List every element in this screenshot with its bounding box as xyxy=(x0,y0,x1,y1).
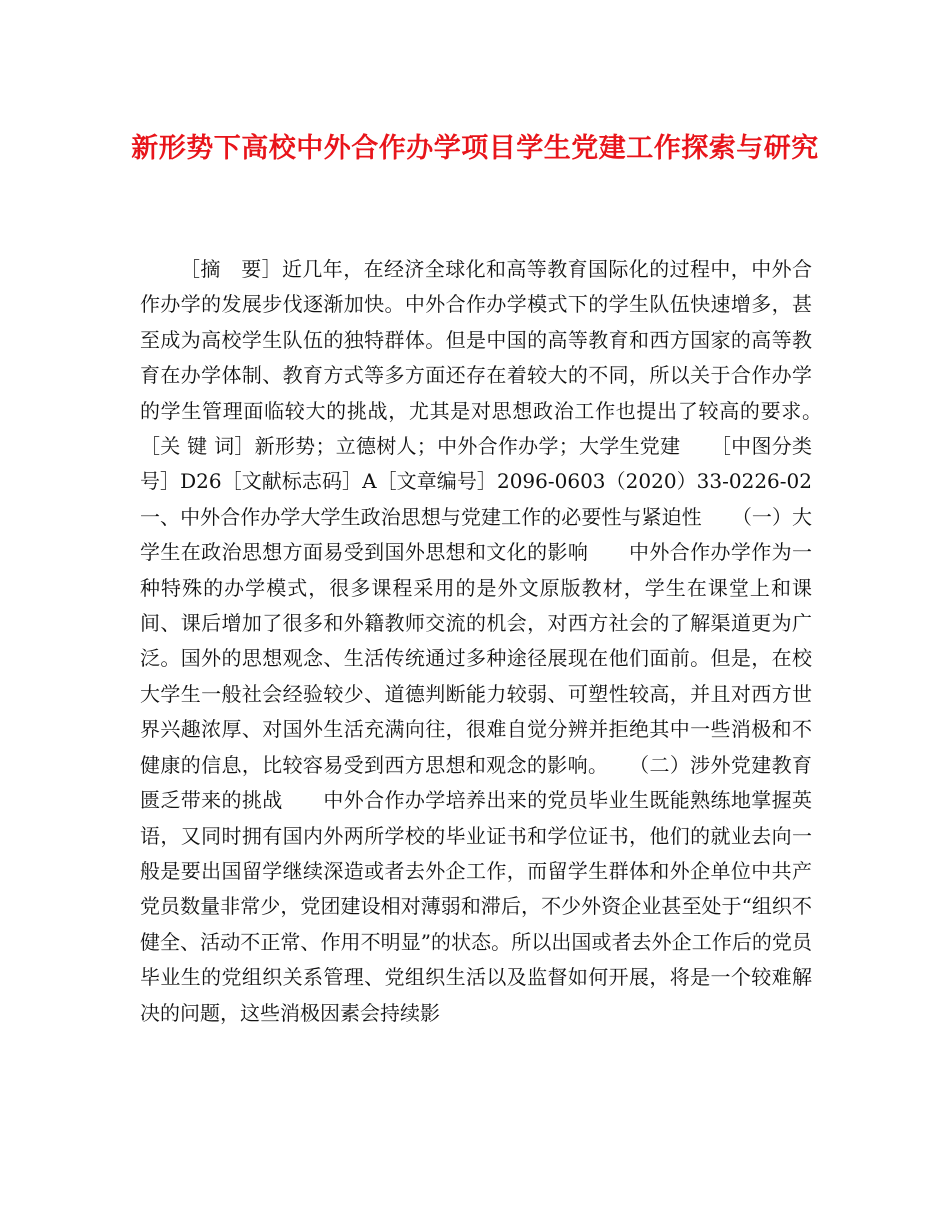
document-body: ［摘 要］近几年，在经济全球化和高等教育国际化的过程中，中外合作办学的发展步伐逐渐加快。中外合作办学模式下的学生队伍快速增多，甚至成为高校学生队伍的独特群体。但是中国的高等教育和西方国家的高等教育在办学体制、教育方式等多方面还存在着较大的不同，所以关于合作办学的学生管理面临较大的挑战，尤其是对思想政治工作也提出了较高的要求。 ［关 键 词］新形势；立德树人；中外合作办学；大学生党建 ［中图分类号］D26［文献标志码］A［文章编号］2096-0603（2020）33-0226-02 一、中外合作办学大学生政治思想与党建工作的必要性与紧迫性 （一）大学生在政治思想方面易受到国外思想和文化的影响 中外合作办学作为一种特殊的办学模式，很多课程采用的是外文原版教材，学生在课堂上和课间、课后增加了很多和外籍教师交流的机会，对西方社会的了解渠道更为广泛。国外的思想观念、生活传统通过多种途径展现在他们面前。但是，在校大学生一般社会经验较少、道德判断能力较弱、可塑性较高，并且对西方世界兴趣浓厚、对国外生活充满向往，很难自觉分辨并拒绝其中一些消极和不健康的信息，比较容易受到西方思想和观念的影响。 （二）涉外党建教育匮乏带来的挑战 中外合作办学培养出来的党员毕业生既能熟练地掌握英语，又同时拥有国内外两所学校的毕业证书和学位证书，他们的就业去向一般是要出国留学继续深造或者去外企工作，而留学生群体和外企单位中共产党员数量非常少，党团建设相对薄弱和滞后，不少外资企业甚至处于“组织不健全、活动不正常、作用不明显”的状态。所以出国或者去外企工作后的党员毕业生的党组织关系管理、党组织生活以及监督如何开展，将是一个较难解决的问题，这些消极因素会持续影 xyxy=(140,257,852,1025)
document-title: 新形势下高校中外合作办学项目学生党建工作探索与研究 xyxy=(131,133,819,164)
